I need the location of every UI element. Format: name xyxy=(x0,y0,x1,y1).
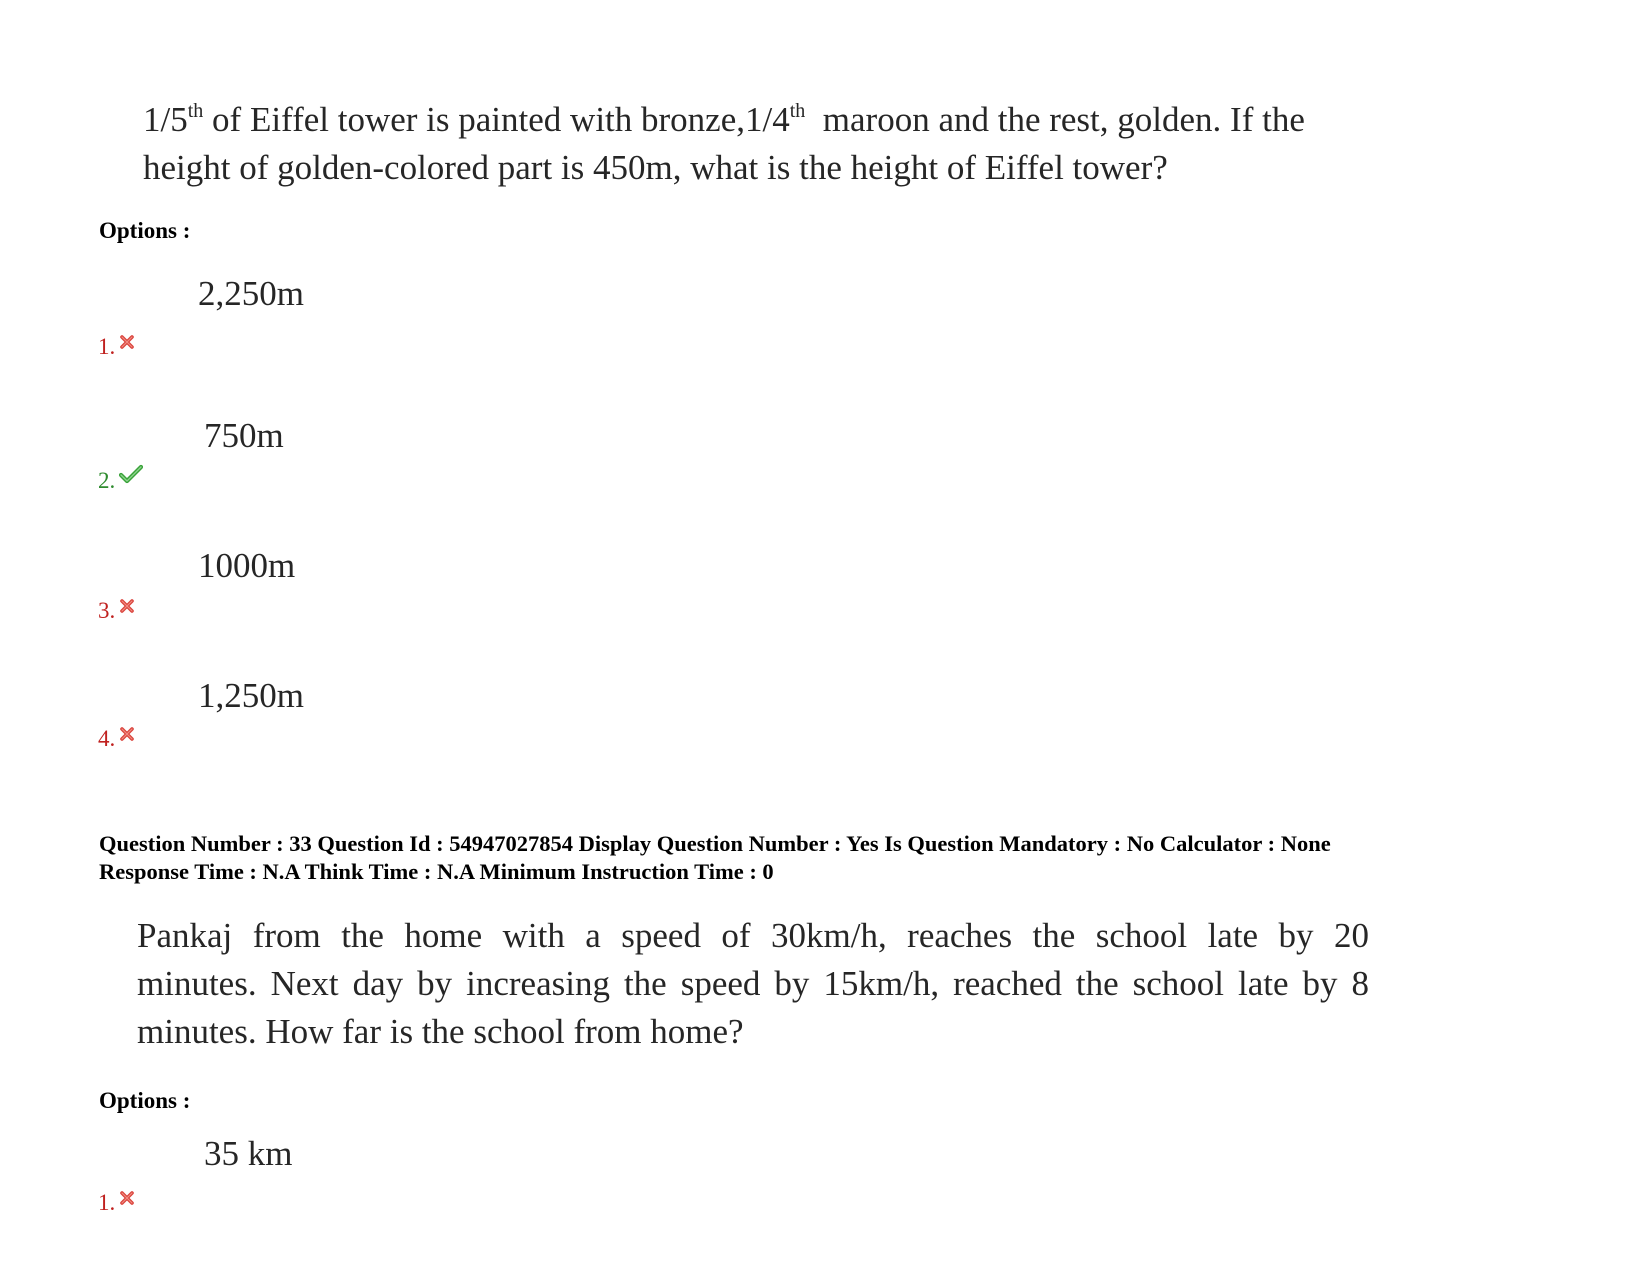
question-32-line-2: height of golden-colored part is 450m, what is the height of Eiffel tower? xyxy=(143,148,1168,187)
option-number: 4. xyxy=(98,722,135,752)
check-icon xyxy=(119,464,143,490)
option-number: 2. xyxy=(98,464,143,494)
option-text: 1,250m xyxy=(198,676,304,715)
question-33-text xyxy=(137,912,1369,1056)
question-32-line-1: 1/5th of Eiffel tower is painted with bronze,1/4th maroon and the rest, golden. If the xyxy=(143,100,1305,139)
cross-icon xyxy=(119,1186,135,1212)
options-label: Options : xyxy=(99,1088,191,1113)
option-text: 35 km xyxy=(204,1134,293,1173)
cross-icon xyxy=(119,330,135,356)
option-number: 1. xyxy=(98,1186,135,1216)
option-text: 1000m xyxy=(198,546,296,585)
cross-icon xyxy=(119,594,135,620)
question-33-line-1: Pankaj from the home with a speed of 30km/h, reaches the school late by 20 xyxy=(137,916,1369,955)
question-meta-line-2: Response Time : N.A Think Time : N.A Minimum Instruction Time : 0 xyxy=(99,859,774,884)
option-text: 750m xyxy=(204,416,284,455)
option-number: 3. xyxy=(98,594,135,624)
option-text: 2,250m xyxy=(198,274,304,313)
options-label: Options : xyxy=(99,218,191,243)
question-33-line-3: minutes. How far is the school from home? xyxy=(137,1012,744,1051)
question-meta-line-1: Question Number : 33 Question Id : 54947027854 Display Question Number : Yes Is Question Mandatory : No Calculator : None xyxy=(99,831,1331,856)
question-32-text xyxy=(143,96,1383,192)
question-33-line-2: minutes. Next day by increasing the speed by 15km/h, reached the school late by 8 xyxy=(137,964,1369,1003)
option-number: 1. xyxy=(98,330,135,360)
cross-icon xyxy=(119,722,135,748)
